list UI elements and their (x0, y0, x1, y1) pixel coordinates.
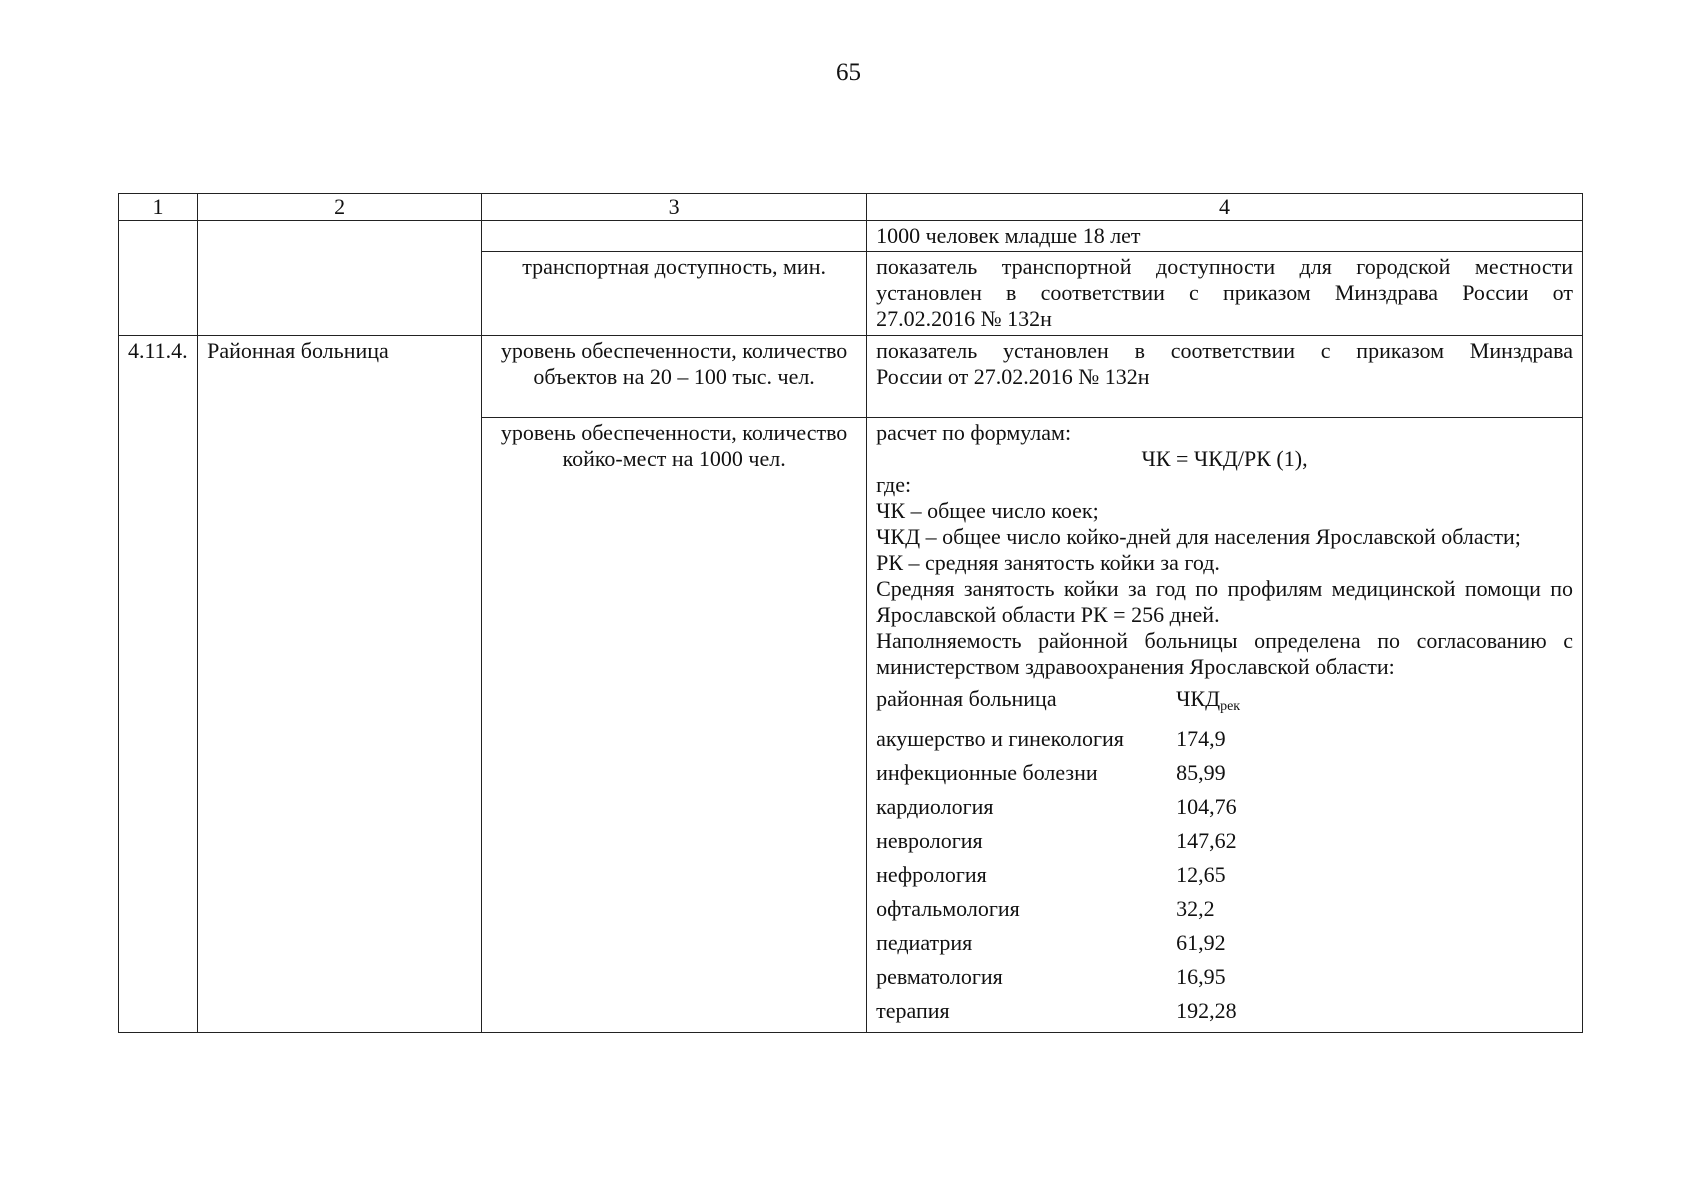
profile-name: ревматология (876, 964, 1003, 989)
calc-where: где: (876, 472, 912, 497)
calc-def-ckd: ЧКД – общее число койко-дней для населения Ярославской области; (876, 524, 1521, 549)
profile-value: 12,65 (1176, 862, 1226, 887)
calc-fill-text: Наполняемость районной больницы определена по согласованию с министерством здравоохранения Ярославской области: (876, 628, 1573, 679)
profile-value: 192,28 (1176, 998, 1237, 1023)
profile-name: терапия (876, 998, 950, 1023)
profile-value: 61,92 (1176, 930, 1226, 955)
profile-value: 16,95 (1176, 964, 1226, 989)
cell-item-name: Районная больница (198, 336, 482, 1033)
profile-row (876, 724, 1573, 758)
transport-description-line-a: показатель транспортной доступности для городской местности установлен в соответствии с приказом Минздрава России от (876, 254, 1573, 305)
objects-description-line-b: России от 27.02.2016 № 132н (876, 364, 1150, 389)
profile-name: инфекционные болезни (876, 760, 1098, 785)
table-row (119, 221, 1583, 252)
cell-empty (119, 221, 198, 336)
cell-empty (198, 221, 482, 336)
page-number: 65 (836, 59, 861, 86)
profile-row (876, 826, 1573, 860)
profile-row (876, 962, 1573, 996)
objects-description-line-a: показатель установлен в соответствии с приказом Минздрава (876, 338, 1573, 363)
profile-name: кардиология (876, 794, 994, 819)
cell-transport-description (867, 252, 1583, 336)
profile-row (876, 860, 1573, 894)
calc-def-ck: ЧК – общее число коек; (876, 498, 1099, 523)
profiles-header-value (1176, 684, 1573, 724)
profile-row (876, 792, 1573, 826)
profiles-header-row (876, 684, 1573, 724)
profile-value: 104,76 (1176, 794, 1237, 819)
table-header-row (119, 194, 1583, 221)
calc-formula: ЧК = ЧКД/РК (1), (1141, 446, 1308, 471)
cell-empty (482, 221, 867, 252)
column-header-4: 4 (867, 194, 1583, 221)
calc-avg-occupancy: Средняя занятость койки за год по профилям медицинской помощи по Ярославской области РК = 256 дней. (876, 576, 1573, 627)
profile-name: акушерство и гинекология (876, 726, 1124, 751)
column-header-2: 2 (198, 194, 482, 221)
column-header-3: 3 (482, 194, 867, 221)
profile-value: 174,9 (1176, 726, 1226, 751)
cell-continuation-text: 1000 человек младше 18 лет (867, 221, 1583, 252)
profile-row (876, 894, 1573, 928)
profile-value: 32,2 (1176, 896, 1215, 921)
profiles-body (876, 724, 1573, 1030)
profile-row (876, 758, 1573, 792)
profile-value: 147,62 (1176, 828, 1237, 853)
profile-row (876, 928, 1573, 962)
transport-description-line-b: 27.02.2016 № 132н (876, 306, 1052, 331)
column-header-1: 1 (119, 194, 198, 221)
cell-objects-description (867, 336, 1583, 418)
table-row (119, 336, 1583, 418)
profile-name: педиатрия (876, 930, 973, 955)
profile-name: офтальмология (876, 896, 1020, 921)
cell-objects-indicator: уровень обеспеченности, количество объектов на 20 – 100 тыс. чел. (482, 336, 867, 418)
profile-name: нефрология (876, 862, 987, 887)
document-table (118, 193, 1583, 1033)
profiles-header-value-sub: рек (1220, 699, 1241, 714)
profiles-header-name: районная больница (876, 686, 1057, 711)
profile-row (876, 996, 1573, 1030)
profile-name: неврология (876, 828, 983, 853)
cell-calculation (867, 418, 1583, 1033)
profile-value: 85,99 (1176, 760, 1226, 785)
profiles-header-value-main: ЧКД (1176, 686, 1221, 711)
cell-transport-indicator: транспортная доступность, мин. (482, 252, 867, 336)
calc-intro: расчет по формулам: (876, 420, 1072, 445)
profiles-table (876, 684, 1573, 1030)
calc-def-rk: РК – средняя занятость койки за год. (876, 550, 1220, 575)
cell-beds-indicator: уровень обеспеченности, количество койко-мест на 1000 чел. (482, 418, 867, 1033)
cell-item-number: 4.11.4. (119, 336, 198, 1033)
